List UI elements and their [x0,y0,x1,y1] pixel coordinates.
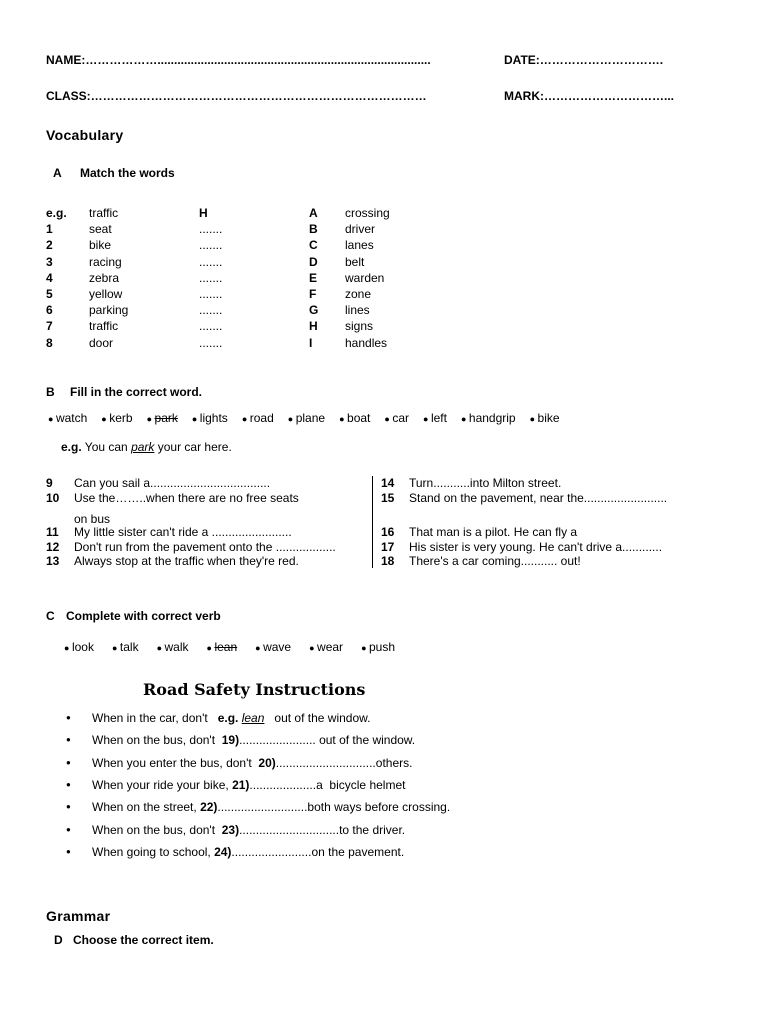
match-letter: I [309,335,313,350]
question-number: 17 [381,540,395,554]
instruction-pre: When on the bus, don't [92,822,222,837]
instruction-number: 23) [221,822,240,837]
match-ans: ....... [199,270,223,285]
match-word: zebra [89,270,120,285]
match-ans: H [199,206,208,220]
match-letter: A [309,206,318,220]
question-number: 12 [46,540,60,554]
bullet-icon: ● [529,414,538,424]
instruction-pre: When going to school, [92,844,215,859]
instruction-number: 22) [200,800,218,815]
instruction-number: 21) [232,777,250,792]
instruction-post: ....................... out of the window. [239,733,416,748]
instruction-post: ....................a bicycle helmet [249,777,406,792]
word-bank-word: car [392,411,409,425]
word-bank-word: wear [317,640,344,654]
instruction-item [92,756,412,770]
bullet-icon: ● [339,414,348,424]
word-bank-word: lights [199,411,228,425]
bullet-icon: ● [146,414,155,424]
word-bank-word: lean [214,640,238,654]
bullet-icon: ● [309,643,318,653]
match-num: 2 [46,238,53,253]
question-number: 15 [381,491,395,505]
match-ans: ....... [199,303,223,318]
bullet-icon: ● [460,414,469,424]
bullet-icon: ● [66,757,71,767]
match-letter: B [309,222,318,237]
instruction-pre: When in the car, don't [92,711,218,725]
match-letter: E [309,270,318,285]
instruction-item [92,800,450,814]
word-bank-word: bike [537,411,560,425]
word-bank-item [112,640,139,654]
instruction-example-word: lean [241,711,265,725]
match-num: e.g. [46,206,67,220]
instruction-post: ........................on the pavement. [231,844,405,859]
word-bank-word: walk [164,640,189,654]
word-bank-word: talk [119,640,139,654]
match-match: zone [345,287,372,301]
example-b-prefix: e.g. [61,440,82,454]
word-bank-word: left [430,411,447,425]
question-text: His sister is very young. He can't drive a............ [409,540,663,554]
match-num: 3 [46,254,53,269]
word-bank-b [48,411,574,425]
instruction-pre: When your ride your bike, [92,777,233,792]
bullet-icon: ● [111,643,120,653]
word-bank-item [423,411,447,425]
question-text: There's a car coming........... out! [409,554,581,568]
bullet-icon: ● [48,414,56,424]
match-num: 1 [46,222,53,237]
match-match: warden [345,270,385,285]
section-b-label: Fill in the correct word. [70,385,203,399]
match-match: signs [345,319,374,334]
word-bank-item [384,411,409,425]
word-bank-item [339,411,370,425]
match-letter: F [309,287,317,301]
word-bank-word: road [249,411,274,425]
match-ans: ....... [199,238,223,253]
instruction-post: ...........................both ways before crossing. [217,800,451,815]
match-word: door [89,335,114,350]
word-bank-item [242,411,274,425]
instruction-number: e.g. [217,711,239,725]
match-num: 4 [46,270,53,285]
match-match: crossing [345,206,390,220]
match-num: 6 [46,303,53,318]
question-number: 9 [46,476,53,490]
match-match: lanes [345,238,374,253]
question-number: 10 [46,491,60,505]
question-text: That man is a pilot. He can fly a [409,525,578,539]
question-text: Don't run from the pavement onto the .................. [74,540,336,554]
match-word: bike [89,238,112,253]
bullet-icon: ● [287,414,296,424]
match-word: seat [89,222,112,237]
section-c-letter: C [46,609,55,623]
bullet-icon: ● [384,414,393,424]
question-text: on bus [74,512,111,526]
instruction-pre: When on the street, [92,800,201,815]
match-num: 7 [46,319,53,334]
word-bank-item [255,640,291,654]
mark-field: MARK:…………………………... [504,89,674,103]
word-bank-word: plane [295,411,326,425]
instruction-number: 20) [258,755,276,770]
match-word: yellow [89,287,123,301]
road-safety-title: Road Safety Instructions [143,680,366,699]
bullet-icon: ● [66,713,71,722]
bullet-icon: ● [66,802,71,812]
match-word: traffic [89,206,119,220]
bullet-icon: ● [361,643,369,653]
instruction-post: ..............................to the driver. [239,822,406,837]
date-field: DATE:…………………………. [504,53,664,67]
question-number: 18 [381,554,395,568]
word-bank-word: boat [347,411,371,425]
bullet-icon: ● [66,735,71,745]
match-ans: ....... [199,319,223,334]
word-bank-word: look [71,640,94,654]
match-ans: ....... [199,287,223,301]
section-d-label: Choose the correct item. [73,933,214,947]
bullet-icon: ● [255,643,264,653]
bullet-icon: ● [423,414,431,424]
bullet-icon: ● [206,643,215,653]
word-bank-item [192,411,228,425]
class-field: CLASS:………………………………………………………………………… [46,89,427,103]
section-c-label: Complete with correct verb [66,609,221,623]
match-match: handles [345,335,388,350]
match-letter: D [309,254,318,269]
match-letter: C [309,238,318,253]
match-word: racing [89,254,122,269]
match-match: belt [345,254,365,269]
question-text: My little sister can't ride a ........................ [74,525,292,539]
instruction-number: 24) [214,844,232,859]
section-a-label: Match the words [80,166,175,180]
word-bank-item [361,640,395,654]
bullet-icon: ● [64,643,72,653]
example-b [61,440,232,454]
instruction-pre: When you enter the bus, don't [92,755,259,770]
word-bank-item [288,411,325,425]
word-bank-word: kerb [109,411,133,425]
match-match: driver [345,222,376,237]
word-bank-word: handgrip [468,411,516,425]
instruction-post: ..............................others. [275,755,413,770]
instruction-post: out of the window. [264,711,371,725]
match-num: 5 [46,287,53,301]
bullet-icon: ● [101,414,110,424]
word-bank-item [309,640,343,654]
word-bank-item [64,640,94,654]
instruction-item [92,845,404,859]
section-d-letter: D [54,933,63,947]
name-field: NAME:……………….................................................................................. [46,53,431,67]
word-bank-item [48,411,87,425]
match-letter: G [309,303,319,318]
instruction-number: 19) [221,733,240,748]
question-text: Can you sail a.................................... [74,476,271,490]
section-b-letter: B [46,385,55,399]
question-number: 13 [46,554,60,568]
match-letter: H [309,319,318,334]
vocabulary-heading: Vocabulary [46,127,124,143]
column-divider [372,476,373,568]
instruction-item [92,778,405,792]
word-bank-word: park [154,411,178,425]
bullet-icon: ● [66,824,71,834]
question-number: 16 [381,525,395,539]
example-b-word: park [131,440,155,454]
match-ans: ....... [199,335,223,350]
word-bank-word: push [369,640,396,654]
question-number: 14 [381,476,395,490]
match-match: lines [345,303,370,318]
section-a-letter: A [53,166,62,180]
word-bank-word: watch [55,411,88,425]
word-bank-item [157,640,189,654]
bullet-icon: ● [241,414,250,424]
instruction-item [92,733,415,747]
question-text: Stand on the pavement, near the......................... [409,491,668,505]
word-bank-item [461,411,516,425]
bullet-icon: ● [191,414,200,424]
question-text: Turn...........into Milton street. [409,476,562,490]
match-ans: ....... [199,222,223,237]
question-text: Always stop at the traffic when they're red. [74,554,299,568]
bullet-icon: ● [156,643,165,653]
bullet-icon: ● [66,846,71,856]
word-bank-item [101,411,132,425]
word-bank-item [207,640,238,654]
match-num: 8 [46,335,53,350]
instruction-pre: When on the bus, don't [92,733,222,748]
instruction-item [92,823,405,837]
instruction-item [92,711,370,725]
question-number: 11 [46,525,59,539]
question-text: Use the……..when there are no free seats [74,491,299,505]
word-bank-c [64,640,413,654]
grammar-heading: Grammar [46,908,111,924]
match-ans: ....... [199,254,223,269]
example-b-after: your car here. [154,440,232,454]
bullet-icon: ● [66,779,71,789]
match-word: parking [89,303,129,318]
word-bank-item [530,411,560,425]
word-bank-word: wave [263,640,292,654]
example-b-before: You can [84,440,132,454]
word-bank-item [147,411,178,425]
match-word: traffic [89,319,119,334]
